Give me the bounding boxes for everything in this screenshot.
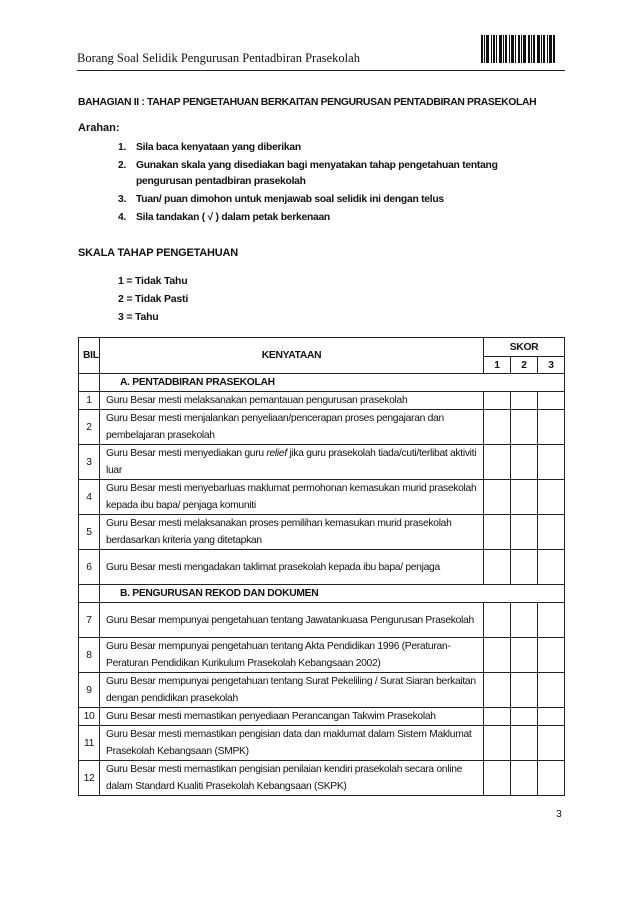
statement: Guru Besar mesti melaksanakan pemantauan pengurusan prasekolah: [100, 392, 484, 410]
statement: Guru Besar mesti memastikan penyediaan Perancangan Takwim Prasekolah: [100, 708, 484, 726]
group-row-a: [79, 374, 565, 392]
score-cell-2[interactable]: [511, 603, 538, 638]
score-cell-2[interactable]: [511, 550, 538, 585]
arahan-item: 1. Sila baca kenyataan yang diberikan: [118, 142, 301, 153]
score-cell-1[interactable]: [484, 603, 511, 638]
statement: Guru Besar mesti menyediakan guru relief jika guru prasekolah tiada/cuti/terlibat aktiviti luar: [100, 445, 484, 480]
score-cell-2[interactable]: [511, 726, 538, 761]
score-cell-1[interactable]: [484, 638, 511, 673]
table-row: [79, 410, 565, 445]
score-cell-2[interactable]: [511, 480, 538, 515]
score-cell-3[interactable]: [538, 550, 565, 585]
score-1-header: 1: [484, 357, 511, 374]
score-cell-1[interactable]: [484, 708, 511, 726]
score-cell-3[interactable]: [538, 673, 565, 708]
row-number: 12: [79, 761, 100, 796]
score-3-header: 3: [538, 357, 565, 374]
score-cell-3[interactable]: [538, 480, 565, 515]
score-cell-3[interactable]: [538, 708, 565, 726]
row-number: 5: [79, 515, 100, 550]
header-title: Borang Soal Selidik Pengurusan Pentadbiran Prasekolah: [77, 51, 360, 65]
barcode-icon: [481, 35, 565, 63]
arahan-item: 2. Gunakan skala yang disediakan bagi menyatakan tahap pengetahuan tentang pengurusan pentadbiran prasekolah: [118, 160, 498, 187]
score-cell-1[interactable]: [484, 480, 511, 515]
row-number: 3: [79, 445, 100, 480]
statement: Guru Besar mesti memastikan pengisian penilaian kendiri prasekolah secara online dalam Standard Kualiti Prasekolah Kebangsaan (SKPK): [100, 761, 484, 796]
table-row: [79, 761, 565, 796]
skala-title: SKALA TAHAP PENGETAHUAN: [78, 247, 238, 259]
row-number: 9: [79, 673, 100, 708]
score-cell-3[interactable]: [538, 603, 565, 638]
page-header: [77, 46, 565, 71]
score-cell-2[interactable]: [511, 761, 538, 796]
row-number: 8: [79, 638, 100, 673]
statement: Guru Besar mesti mengadakan taklimat prasekolah kepada ibu bapa/ penjaga: [100, 550, 484, 585]
table-row: [79, 603, 565, 638]
kenyataan-header: KENYATAAN: [100, 338, 484, 374]
score-cell-3[interactable]: [538, 410, 565, 445]
group-label: B. PENGURUSAN REKOD DAN DOKUMEN: [100, 585, 565, 603]
group-row-b: [79, 585, 565, 603]
score-cell-2[interactable]: [511, 638, 538, 673]
table-row: [79, 515, 565, 550]
table-row: [79, 445, 565, 480]
score-cell-1[interactable]: [484, 392, 511, 410]
statement: Guru Besar mempunyai pengetahuan tentang Surat Pekeliling / Surat Siaran berkaitan dengan pendidikan prasekolah: [100, 673, 484, 708]
page-number: 3: [556, 808, 562, 820]
score-cell-3[interactable]: [538, 726, 565, 761]
statement: Guru Besar mempunyai pengetahuan tentang Akta Pendidikan 1996 (Peraturan-Peraturan Pendidikan Kurikulum Prasekolah Kebangsaan 2002): [100, 638, 484, 673]
table-row: [79, 708, 565, 726]
table-row: [79, 480, 565, 515]
score-cell-2[interactable]: [511, 515, 538, 550]
bil-header: BIL: [79, 338, 100, 374]
score-cell-3[interactable]: [538, 638, 565, 673]
italic-term: relief: [266, 448, 287, 459]
row-number: 10: [79, 708, 100, 726]
table-row: [79, 638, 565, 673]
row-number: 6: [79, 550, 100, 585]
score-2-header: 2: [511, 357, 538, 374]
table-row: [79, 392, 565, 410]
score-cell-1[interactable]: [484, 445, 511, 480]
score-cell-1[interactable]: [484, 515, 511, 550]
score-cell-2[interactable]: [511, 673, 538, 708]
statement: Guru Besar mesti menjalankan penyeliaan/pencerapan proses pengajaran dan pembelajaran prasekolah: [100, 410, 484, 445]
arahan-item: 3. Tuan/ puan dimohon untuk menjawab soal selidik ini dengan telus: [118, 194, 444, 205]
score-cell-3[interactable]: [538, 515, 565, 550]
statement: Guru Besar mesti melaksanakan proses pemilihan kemasukan murid prasekolah berdasarkan kriteria yang ditetapkan: [100, 515, 484, 550]
skala-item: 2 = Tidak Pasti: [118, 293, 189, 305]
statement: Guru Besar mesti menyebarluas maklumat permohonan kemasukan murid prasekolah kepada ibu bapa/ penjaga komuniti: [100, 480, 484, 515]
arahan-item: 4. Sila tandakan ( √ ) dalam petak berkenaan: [118, 212, 330, 223]
questionnaire-table: [78, 337, 565, 796]
skor-header: SKOR: [484, 338, 565, 357]
table-row: [79, 673, 565, 708]
score-cell-2[interactable]: [511, 392, 538, 410]
row-number: 11: [79, 726, 100, 761]
score-cell-2[interactable]: [511, 708, 538, 726]
group-label: A. PENTADBIRAN PRASEKOLAH: [100, 374, 565, 392]
arahan-list: [118, 140, 548, 226]
score-cell-1[interactable]: [484, 726, 511, 761]
arahan-label: Arahan:: [78, 122, 120, 134]
score-cell-3[interactable]: [538, 392, 565, 410]
score-cell-3[interactable]: [538, 761, 565, 796]
row-number: 4: [79, 480, 100, 515]
row-number: 7: [79, 603, 100, 638]
skala-list: [118, 272, 188, 326]
row-number: 2: [79, 410, 100, 445]
statement: Guru Besar mesti memastikan pengisian data dan maklumat dalam Sistem Maklumat Prasekolah Kebangsaan (SMPK): [100, 726, 484, 761]
section-title: BAHAGIAN II : TAHAP PENGETAHUAN BERKAITAN PENGURUSAN PENTADBIRAN PRASEKOLAH: [78, 97, 537, 108]
row-number: 1: [79, 392, 100, 410]
score-cell-3[interactable]: [538, 445, 565, 480]
table-row: [79, 550, 565, 585]
score-cell-2[interactable]: [511, 410, 538, 445]
skala-item: 3 = Tahu: [118, 311, 159, 323]
score-cell-2[interactable]: [511, 445, 538, 480]
skala-item: 1 = Tidak Tahu: [118, 275, 188, 287]
table-row: [79, 726, 565, 761]
score-cell-1[interactable]: [484, 673, 511, 708]
score-cell-1[interactable]: [484, 550, 511, 585]
score-cell-1[interactable]: [484, 410, 511, 445]
score-cell-1[interactable]: [484, 761, 511, 796]
statement: Guru Besar mempunyai pengetahuan tentang Jawatankuasa Pengurusan Prasekolah: [100, 603, 484, 638]
